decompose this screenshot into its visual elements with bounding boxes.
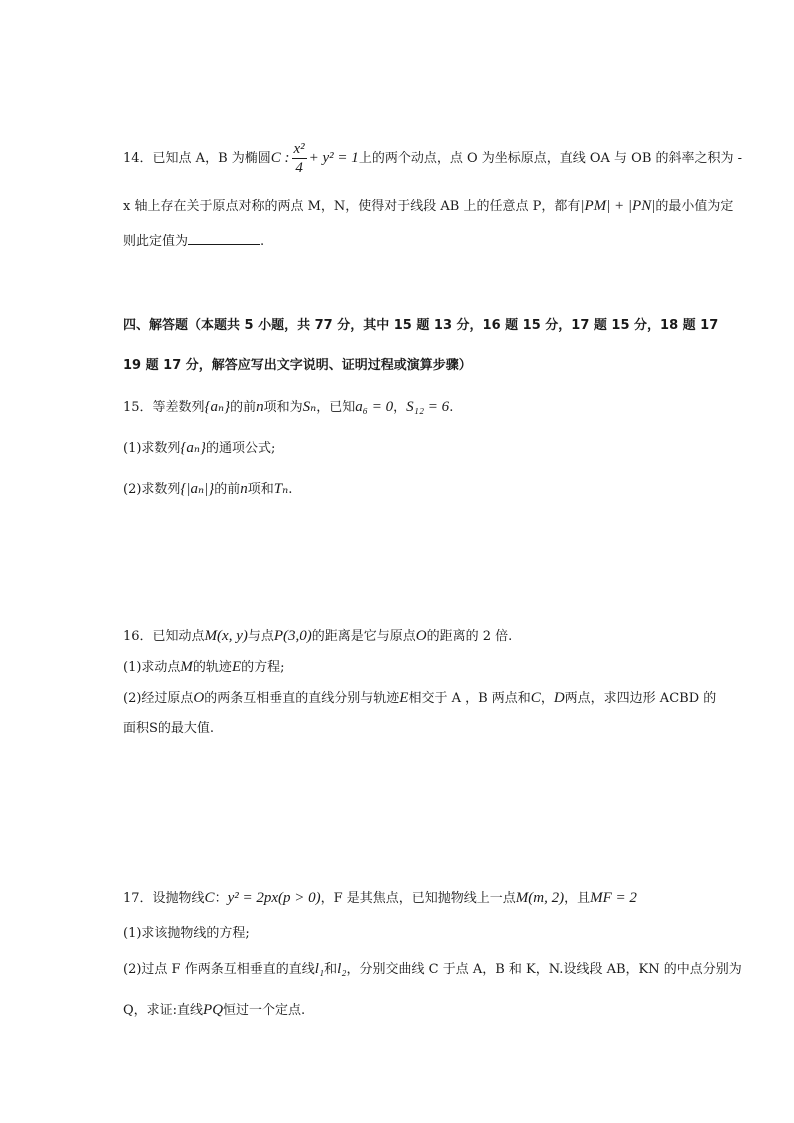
section-heading-line-2: 19 题 17 分，解答应写出文字说明、证明过程或演算步骤） [123,358,472,373]
q17-stem [123,888,637,909]
q15-stem [123,397,453,418]
q16-text: 与点 [247,629,274,644]
q16-text: ， [540,691,554,706]
q15-text: 的通项公式; [206,441,276,456]
q14-text: 的最小值为定 [655,199,734,214]
q15-part-2 [123,479,292,500]
q16-part-1 [123,657,285,678]
abs-sequence-symbol: {|aₙ|} [180,481,215,497]
sequence-symbol: {aₙ} [180,440,206,456]
q16-text: 的轨迹 [192,660,232,675]
q14-text: 则此定值为 [123,234,189,249]
q16-stem [123,626,512,647]
q14-text: x 轴上存在关于原点对称的两点 M，N，使得对于线段 AB 上的任意点 P，都有 [123,199,581,214]
line-PQ: PQ [203,1002,224,1018]
q14-line-3 [123,232,264,252]
ellipse-equation: + y² = 1 [308,150,359,166]
sum-symbol: Tₙ [273,481,289,497]
q15-text: . [288,482,293,497]
locus-E: E [399,690,409,706]
point-M: M(m, 2) [515,890,565,906]
ellipse-name: C : [270,150,290,166]
condition-s12: S₁₂ = 6 [406,399,450,415]
q15-part-1 [123,438,275,459]
q14-text: 上的两个动点，点 O 为坐标原点，直线 OA 与 OB 的斜率之积为 - [358,151,743,166]
q15-text: . [449,400,454,415]
q16-text: 16．已知动点 [123,629,205,644]
q17-part-2-line-1 [123,959,742,980]
q16-text: 两点，求四边形 ACBD 的 [564,691,717,706]
fraction-denominator: 4 [295,160,303,176]
q15-text: 项和 [247,482,274,497]
point-D: D [553,690,565,706]
line-l1: l₁ [314,961,325,977]
q17-text: 和 [324,962,338,977]
variable-n: n [256,399,264,415]
answer-blank[interactable] [188,232,260,245]
q15-text: ，已知 [316,400,356,415]
sum-symbol: Sₙ [302,399,317,415]
q17-text: ： [214,891,228,906]
condition-a6: a₆ = 0 [355,399,394,415]
q15-text: ， [393,400,407,415]
q16-part-2-line-2: 面积S的最大值. [123,721,215,736]
point-M: M [180,659,193,675]
origin-O: O [415,628,427,644]
q16-text: 的距离是它与原点 [311,629,416,644]
q15-text: 项和为 [263,400,303,415]
curve-C: C [204,890,215,906]
q16-text: (2)经过原点 [123,691,194,706]
q16-text: 的方程; [241,660,285,675]
q14-text: . [260,234,265,249]
q16-text: 相交于 A ，B 两点和 [408,691,531,706]
sequence-symbol: {aₙ} [204,399,231,415]
q16-text: (1)求动点 [123,660,181,675]
q16-text: 的两条互相垂直的直线分别与轨迹 [204,691,400,706]
q17-part-2-line-2 [123,1000,305,1021]
q17-text: Q，求证:直线 [123,1003,204,1018]
line-l2: l₂ [337,961,347,977]
point-M: M(x, y) [204,628,248,644]
parabola-equation: y² = 2px(p > 0) [227,890,321,906]
q16-text: 的距离的 2 倍. [426,629,513,644]
fraction-numerator: x² [293,141,305,157]
q14-line-2 [123,196,733,217]
q17-text: (2)过点 F 作两条互相垂直的直线 [123,962,315,977]
q15-text: (1)求数列 [123,441,181,456]
condition-MF: MF = 2 [590,890,637,906]
locus-E: E [231,659,242,675]
point-C: C [530,690,541,706]
variable-n: n [240,481,248,497]
q14-text: 14．已知点 A，B 为椭圆 [123,151,271,166]
q17-text: ，F 是其焦点，已知抛物线上一点 [320,891,516,906]
q15-text: 的前 [230,400,257,415]
q17-part-1: (1)求该抛物线的方程; [123,926,250,941]
q15-text: (2)求数列 [123,482,181,497]
q17-text: ，分别交曲线 C 于点 A，B 和 K，N.设线段 AB，KN 的中点分别为 [346,962,742,977]
q17-text: 恒过一个定点. [223,1003,306,1018]
q17-text: 17．设抛物线 [123,891,205,906]
section-heading-line-1: 四、解答题（本题共 5 小题，共 77 分，其中 15 题 13 分，16 题 15 分，17 题 15 分，18 题 17 [123,318,719,333]
origin-O: O [193,690,205,706]
q16-part-2-line-1 [123,688,716,709]
q17-text: ，且 [564,891,591,906]
q15-text: 15．等差数列 [123,400,205,415]
q15-text: 的前 [214,482,241,497]
point-P: P(3,0) [273,628,312,644]
fraction [292,140,307,177]
distance-sum-expression: |PM| + |PN| [580,198,656,214]
q14-line-1 [123,140,742,177]
